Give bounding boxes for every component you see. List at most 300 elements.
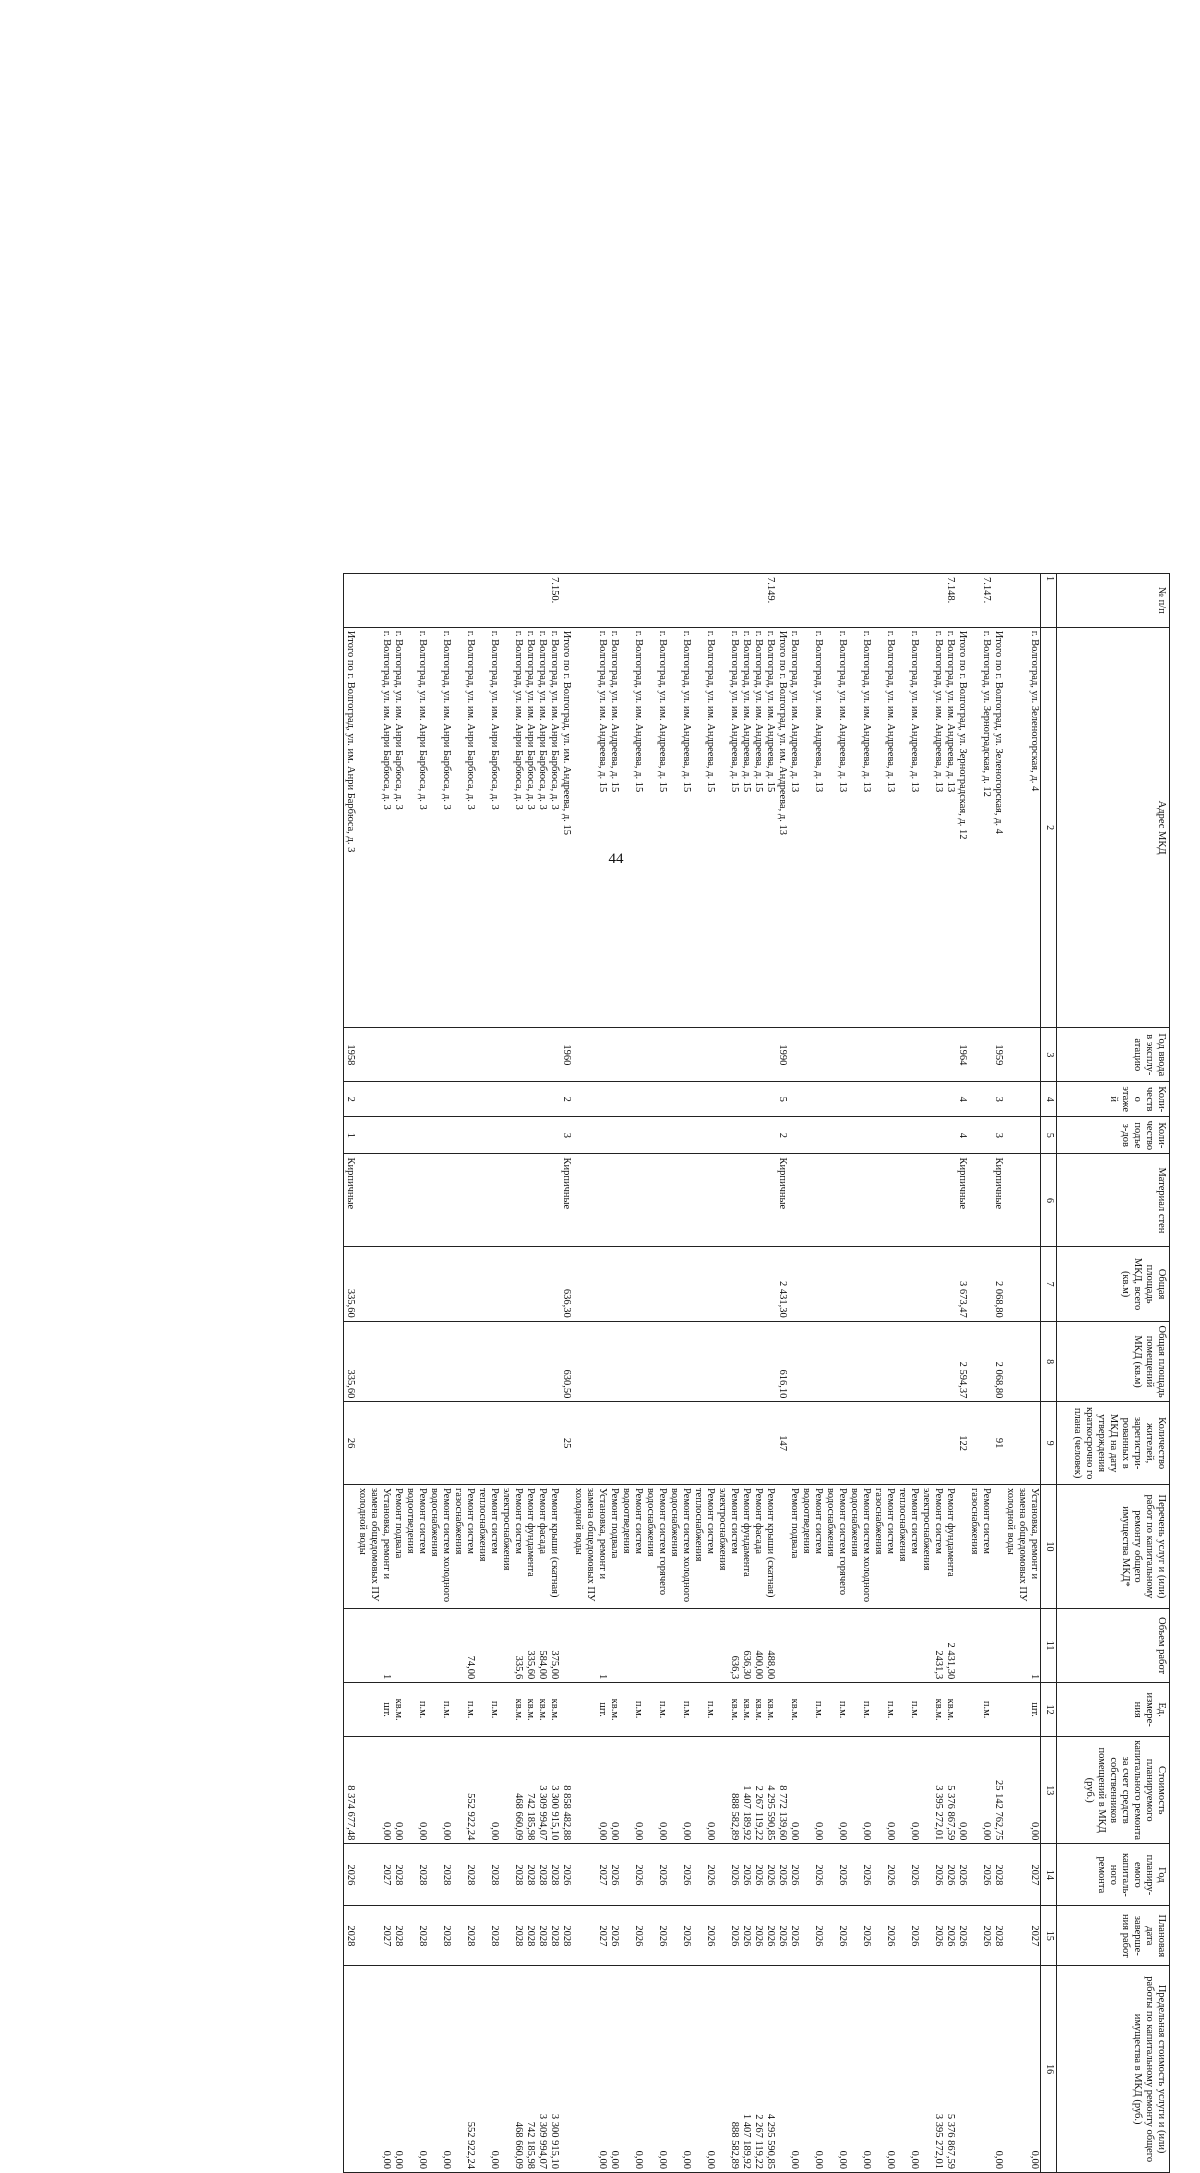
table-cell [500,1117,524,1154]
table-cell: г. Волгоград, ул. им. Андреева, д. 15 [608,627,620,1028]
table-cell: кв.м. [524,1683,536,1737]
table-cell: 0,00 [800,1736,824,1843]
table-cell [800,1608,824,1682]
table-cell: Ремонт систем электроснабжения [716,1484,740,1608]
table-cell [668,1082,692,1117]
table-cell [1004,574,1041,628]
header-cost: Стоимость планируемого капитального ремонта за счет средств собственников помещений в МКД (руб.) [1057,1736,1170,1843]
table-cell [428,1247,452,1321]
table-cell: 2026 [608,1906,620,1966]
rotated-table-sheet [54,573,1170,2173]
table-cell: 0,00 [1004,1966,1041,2173]
table-cell: 2028 [404,1906,428,1966]
table-row [644,574,668,2173]
table-row [428,574,452,2173]
table-cell [572,1247,608,1321]
table-cell [572,1028,608,1082]
table-cell [356,1402,392,1485]
table-cell: 2026 [920,1844,944,1906]
table-cell [992,1683,1004,1737]
table-cell: 8 374 677,48 [344,1736,357,1843]
table-cell: п.м. [428,1683,452,1737]
table-cell [692,1321,716,1402]
table-cell: 0,00 [848,1736,872,1843]
table-row [956,574,968,2173]
table-cell [776,1608,788,1682]
table-cell [548,1028,560,1082]
table-row [944,574,956,2173]
table-cell [356,1154,392,1247]
table-cell [1004,1321,1041,1402]
table-cell: 2027 [356,1844,392,1906]
table-cell: г. Волгоград, ул. им. Анри Барбюса, д. 3 [356,627,392,1028]
table-cell [572,1321,608,1402]
header-total-area: Общая площадь МКД, всего (кв.м) [1057,1247,1170,1321]
table-cell [788,1608,800,1682]
table-cell: 2028 [452,1906,476,1966]
table-cell [944,1154,956,1247]
header-residents: Количество жителей, зарегистри-рованных в МКД на дату утверждения краткосрочно го плана (человек) [1057,1402,1170,1485]
table-cell [824,1608,848,1682]
table-cell [968,1117,992,1154]
table-cell: Ремонт систем холодного водоснабжения [668,1484,692,1608]
table-cell: 0,00 [356,1966,392,2173]
table-cell: Ремонт систем водоотведения [404,1484,428,1608]
table-cell: Ремонт систем холодного водоснабжения [428,1484,452,1608]
table-cell: 742 185,98 [524,1736,536,1843]
table-cell: 2026 [740,1844,752,1906]
table-cell: 2028 [428,1906,452,1966]
table-cell [404,574,428,628]
table-cell [788,1082,800,1117]
table-row [752,574,764,2173]
table-cell [668,1117,692,1154]
table-cell: 888 582,89 [716,1966,740,2173]
table-cell: 2026 [872,1844,896,1906]
table-cell: п.м. [692,1683,716,1737]
header-floors: Коли-чество этажей [1057,1082,1170,1117]
page-number: 44 [608,851,624,867]
table-cell: 2 068,80 [992,1321,1004,1402]
table-cell [524,1402,536,1485]
table-cell [896,1117,920,1154]
table-cell: 2026 [920,1906,944,1966]
table-cell: Ремонт подвала [608,1484,620,1608]
table-row [344,574,357,2173]
table-cell: Ремонт подвала [788,1484,800,1608]
table-cell [824,1247,848,1321]
table-cell: г. Волгоград, ул. им. Анри Барбюса, д. 3 [524,627,536,1028]
table-cell [476,1154,500,1247]
table-cell [848,1082,872,1117]
table-cell: г. Волгоград, ул. им. Андреева, д. 15 [620,627,644,1028]
header-work-volume: Объем работ [1057,1608,1170,1682]
table-cell: 0,00 [668,1736,692,1843]
table-cell: Ремонт систем газоснабжения [968,1484,992,1608]
table-cell [524,1154,536,1247]
table-cell: 3 [560,1117,572,1154]
table-cell [848,1117,872,1154]
table-cell [608,1082,620,1117]
table-cell [776,1683,788,1737]
table-cell: Кирпичные [992,1154,1004,1247]
table-cell [620,1608,644,1682]
table-cell [752,574,764,628]
column-number: 1 [1041,574,1057,628]
table-cell: 0,00 [668,1966,692,2173]
table-cell [428,574,452,628]
table-cell [800,1321,824,1402]
table-cell [608,1402,620,1485]
table-cell: 742 185,98 [524,1966,536,2173]
table-cell [392,574,404,628]
table-cell: 4 295 590,85 [764,1966,776,2173]
table-cell: 91 [992,1402,1004,1485]
table-cell: 7.150. [548,574,560,628]
table-cell: 2026 [692,1844,716,1906]
table-cell [848,1247,872,1321]
table-cell: 2026 [848,1844,872,1906]
table-cell [872,1028,896,1082]
table-cell [548,1321,560,1402]
table-cell [944,1117,956,1154]
table-cell [620,1154,644,1247]
table-cell: 7.147. [968,574,992,628]
table-cell [608,1608,620,1682]
table-cell: 2028 [560,1906,572,1966]
table-cell [968,1247,992,1321]
table-cell [608,1247,620,1321]
table-cell: Ремонт фасада [536,1484,548,1608]
table-cell: г. Волгоград, ул. им. Андреева, д. 15 [644,627,668,1028]
table-cell: 2027 [1004,1844,1041,1906]
column-number: 4 [1041,1082,1057,1117]
table-cell: 1 [344,1117,357,1154]
table-cell [644,1117,668,1154]
table-cell: 335,6 [500,1608,524,1682]
table-cell: 2 068,80 [992,1247,1004,1321]
table-cell: 2026 [560,1844,572,1906]
table-cell [476,1117,500,1154]
table-cell: Ремонт систем газоснабжения [872,1484,896,1608]
table-cell: кв.м. [944,1683,956,1737]
table-cell: г. Волгоград, ул. им. Андреева, д. 13 [872,627,896,1028]
table-cell [668,1028,692,1082]
table-cell [428,1117,452,1154]
table-row [452,574,476,2173]
table-cell: 0,00 [692,1966,716,2173]
table-cell [788,1247,800,1321]
table-cell [548,1247,560,1321]
table-row [740,574,752,2173]
table-cell [800,1082,824,1117]
table-cell: Ремонт крыши (скатная) [548,1484,560,1608]
table-cell: 0,00 [644,1736,668,1843]
table-cell [848,1608,872,1682]
table-cell [608,1154,620,1247]
table-cell: 2026 [956,1844,968,1906]
table-cell: 2026 [344,1844,357,1906]
table-cell: Ремонт фундамента [740,1484,752,1608]
table-cell [992,1484,1004,1608]
table-cell [524,1028,536,1082]
table-cell [740,1082,752,1117]
table-cell: 0,00 [848,1966,872,2173]
table-cell [572,1402,608,1485]
table-cell [572,1082,608,1117]
table-cell [452,1028,476,1082]
table-cell [620,1082,644,1117]
table-cell [476,1028,500,1082]
table-cell [500,1028,524,1082]
table-cell: Ремонт фасада [752,1484,764,1608]
table-cell: Итого по г. Волгоград, ул. им. Андреева, д. 13 [776,627,788,1028]
table-cell: 2026 [800,1906,824,1966]
table-cell: 0,00 [956,1736,968,1843]
table-row [848,574,872,2173]
table-cell [668,574,692,628]
table-cell [692,1117,716,1154]
table-row [788,574,800,2173]
table-cell [740,1321,752,1402]
table-cell: п.м. [452,1683,476,1737]
table-cell [896,1321,920,1402]
table-cell: п.м. [800,1683,824,1737]
table-cell [692,1154,716,1247]
table-cell [668,1402,692,1485]
table-cell: 616,10 [776,1321,788,1402]
header-works-list: Перечень услуг и (или) работ по капитальному ремонту общего имущества МКД* [1057,1484,1170,1608]
table-cell [404,1247,428,1321]
header-premises-area: Общая площадь помещений МКД (кв.м) [1057,1321,1170,1402]
table-cell [356,574,392,628]
table-cell: г. Волгоград, ул. им. Андреева, д. 13 [788,627,800,1028]
table-cell [992,574,1004,628]
table-cell: 0,00 [608,1966,620,2173]
table-cell [944,1082,956,1117]
table-cell: п.м. [476,1683,500,1737]
table-row [776,574,788,2173]
table-cell [788,1321,800,1402]
table-cell [404,1154,428,1247]
table-cell [536,1028,548,1082]
table-cell: Ремонт систем водоотведения [620,1484,644,1608]
table-cell: 2026 [752,1844,764,1906]
table-cell [896,1082,920,1117]
table-cell [452,1154,476,1247]
table-cell: Ремонт систем теплоснабжения [476,1484,500,1608]
table-cell [644,1082,668,1117]
table-cell: 2028 [536,1844,548,1906]
table-cell: г. Волгоград, ул. им. Андреева, д. 15 [668,627,692,1028]
table-cell: 0,00 [356,1736,392,1843]
table-cell [404,1028,428,1082]
table-cell [956,1966,968,2173]
table-cell [356,1028,392,1082]
table-cell [392,1321,404,1402]
table-cell [620,1117,644,1154]
table-cell [800,1028,824,1082]
table-cell [788,1117,800,1154]
table-cell [500,1402,524,1485]
table-cell [740,1028,752,1082]
table-cell [692,1247,716,1321]
table-cell [788,1028,800,1082]
table-cell [428,1402,452,1485]
table-cell: 2028 [500,1906,524,1966]
table-cell: п.м. [968,1683,992,1737]
table-cell [800,1402,824,1485]
column-number: 7 [1041,1247,1057,1321]
table-cell: 2026 [956,1906,968,1966]
table-cell [872,574,896,628]
table-cell [620,1402,644,1485]
table-cell: кв.м. [920,1683,944,1737]
table-cell [776,1484,788,1608]
table-row [572,574,608,2173]
table-cell: 2026 [800,1844,824,1906]
table-cell: 2028 [452,1844,476,1906]
table-cell [620,1028,644,1082]
table-cell: г. Волгоград, ул. им. Андреева, д. 13 [944,627,956,1028]
table-cell [824,1117,848,1154]
table-cell: 3 [992,1082,1004,1117]
table-cell [824,1028,848,1082]
table-cell: 2026 [668,1906,692,1966]
table-cell: 2 [344,1082,357,1117]
table-cell: 2 [560,1082,572,1117]
table-cell: Кирпичные [776,1154,788,1247]
table-cell: г. Волгоград, ул. им. Андреева, д. 15 [740,627,752,1028]
column-number-row [1041,574,1057,2173]
table-cell: 584,00 [536,1608,548,1682]
table-cell [788,1154,800,1247]
table-cell: 0,00 [896,1736,920,1843]
table-cell: 630,50 [560,1321,572,1402]
table-cell [452,574,476,628]
column-number: 2 [1041,627,1057,1028]
table-cell: г. Волгоград, ул. им. Анри Барбюса, д. 3 [548,627,560,1028]
table-cell [764,1321,776,1402]
table-cell [524,574,536,628]
table-cell: п.м. [644,1683,668,1737]
table-cell [392,1608,404,1682]
table-cell [476,1608,500,1682]
table-cell [1004,1154,1041,1247]
table-cell: г. Волгоград, ул. им. Анри Барбюса, д. 3 [428,627,452,1028]
table-row [560,574,572,2173]
table-cell [500,1247,524,1321]
table-cell [344,1966,357,2173]
table-cell: г. Волгоград, ул. им. Андреева, д. 13 [824,627,848,1028]
table-cell: 2 [776,1117,788,1154]
table-cell [404,1608,428,1682]
table-cell: 7.149. [764,574,776,628]
table-cell [668,1608,692,1682]
table-cell [452,1082,476,1117]
header-commission-year: Год ввода в эксплу-атацию [1057,1028,1170,1082]
table-cell [692,1608,716,1682]
table-cell [476,1402,500,1485]
table-cell: 2026 [788,1844,800,1906]
table-cell [392,1247,404,1321]
table-cell [848,1028,872,1082]
table-cell: 3 [992,1117,1004,1154]
table-cell [404,1402,428,1485]
table-cell [644,574,668,628]
table-cell: Ремонт подвала [392,1484,404,1608]
table-cell: 0,00 [392,1966,404,2173]
table-cell: Установка, ремонт и замена общедомовых ПУ холодной воды [1004,1484,1041,1608]
table-row [536,574,548,2173]
table-cell: 2028 [536,1906,548,1966]
table-cell: 2 267 119,22 [752,1736,764,1843]
table-cell: 0,00 [476,1966,500,2173]
table-cell: г. Волгоград, ул. им. Андреева, д. 13 [896,627,920,1028]
table-cell [548,1117,560,1154]
table-row [920,574,944,2173]
table-cell: 2027 [356,1906,392,1966]
table-cell: 8 772 139,60 [776,1736,788,1843]
table-cell: 468 660,09 [500,1966,524,2173]
table-cell [752,1082,764,1117]
table-cell [716,574,740,628]
table-cell [620,1247,644,1321]
table-cell: 636,30 [560,1247,572,1321]
table-cell: шт. [572,1683,608,1737]
table-cell: 552 922,24 [452,1736,476,1843]
table-cell: Ремонт фундамента [524,1484,536,1608]
table-cell [560,1683,572,1737]
table-cell: 2026 [824,1906,848,1966]
table-cell: 0,00 [620,1966,644,2173]
table-cell [824,574,848,628]
column-number: 5 [1041,1117,1057,1154]
table-cell: 2026 [716,1844,740,1906]
table-cell: 1 [572,1608,608,1682]
table-cell [536,574,548,628]
table-cell [404,1321,428,1402]
column-number: 11 [1041,1608,1057,1682]
table-cell [500,1321,524,1402]
table-cell [452,1117,476,1154]
table-cell: г. Волгоград, ул. им. Андреева, д. 15 [752,627,764,1028]
table-cell: Ремонт систем газоснабжения [452,1484,476,1608]
table-cell [788,1402,800,1485]
table-cell: г. Волгоград, ул. им. Андреева, д. 15 [716,627,740,1028]
table-cell [716,1154,740,1247]
table-cell: п.м. [896,1683,920,1737]
table-cell [872,1608,896,1682]
table-cell: 2026 [752,1906,764,1966]
table-cell: 26 [344,1402,357,1485]
table-cell [716,1402,740,1485]
table-cell: 0,00 [572,1736,608,1843]
table-cell [992,1608,1004,1682]
table-cell: 1 [1004,1608,1041,1682]
table-cell: 8 858 482,88 [560,1736,572,1843]
table-cell: 0,00 [872,1966,896,2173]
table-cell: 468 660,09 [500,1736,524,1843]
table-row [824,574,848,2173]
table-cell: 2 594,37 [956,1321,968,1402]
table-cell: 7.148. [944,574,956,628]
table-cell [644,1608,668,1682]
table-cell [356,1321,392,1402]
table-header-row [1057,574,1170,2173]
table-cell: 2028 [476,1906,500,1966]
table-cell: 3 395 272,01 [920,1736,944,1843]
